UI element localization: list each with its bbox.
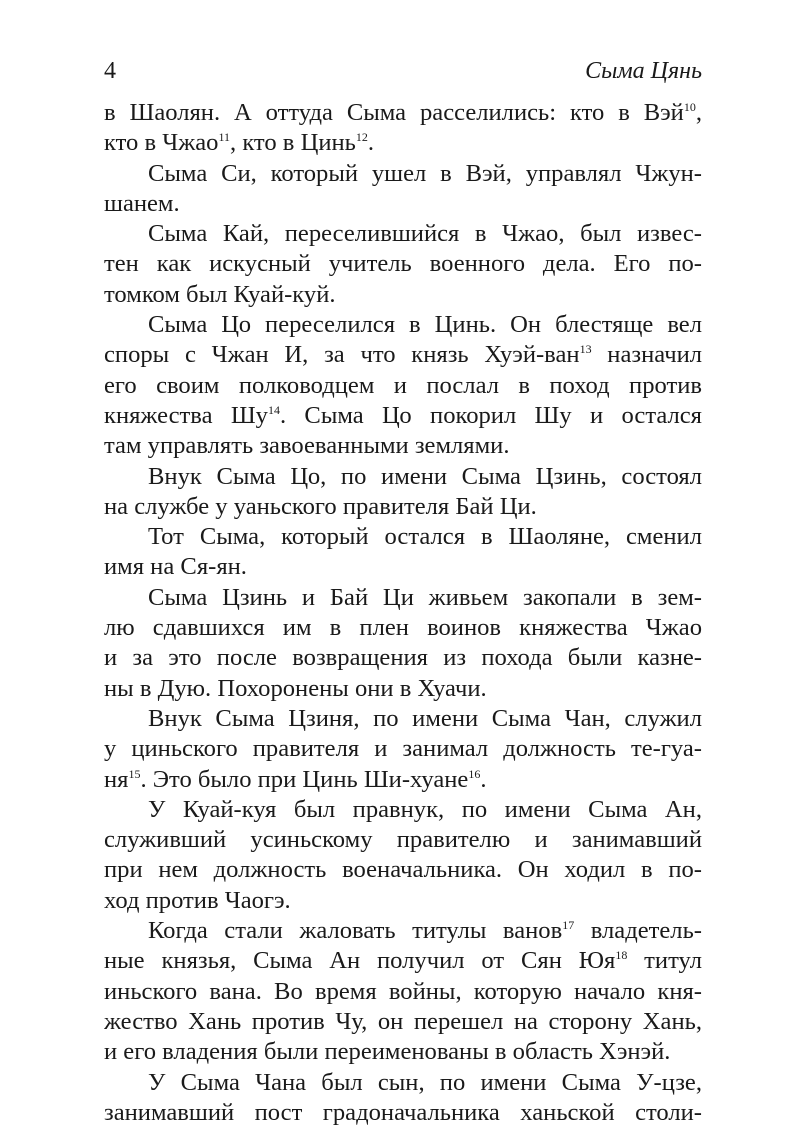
running-title: Сыма Цянь: [585, 58, 702, 84]
text-segment: . Это было при Цинь Ши-хуане: [140, 765, 469, 793]
text-segment: у циньского правителя и занимал должность те-гуа-: [104, 735, 702, 763]
text-segment: Сыма Цо переселился в Цинь. Он блестяще вел: [148, 311, 702, 339]
text-segment: .: [367, 129, 375, 157]
running-header: [104, 58, 702, 88]
text-line: [104, 401, 702, 431]
text-segment: тен как искусный учитель военного дела. Его по-: [104, 250, 702, 278]
body-text: [104, 98, 702, 1128]
text-segment: титул: [627, 947, 702, 975]
text-segment: томком был Куай-куй.: [104, 280, 336, 308]
text-segment: споры с Чжан И, за что князь Хуэй-ван: [104, 341, 580, 369]
text-line: [104, 704, 702, 734]
text-segment: .: [480, 765, 487, 793]
text-segment: иньского вана. Во время войны, которую начало кня-: [104, 977, 702, 1005]
text-segment: Сыма Цзинь и Бай Ци живьем закопали в зем-: [148, 583, 702, 611]
text-segment: и за это после возвращения из похода были казне-: [104, 644, 702, 672]
text-segment: . Сыма Цо покорил Шу и остался: [279, 401, 702, 429]
footnote-ref: 13: [579, 342, 592, 357]
text-line: [104, 855, 702, 885]
text-segment: владетель-: [574, 917, 702, 945]
text-line: [104, 795, 702, 825]
text-line: [104, 1098, 702, 1128]
text-line: [104, 249, 702, 279]
text-segment: имя на Ся-ян.: [104, 553, 247, 581]
footnote-ref: 12: [355, 130, 368, 145]
text-segment: Тот Сыма, который остался в Шаоляне, сменил: [148, 523, 702, 551]
text-segment: шанем.: [104, 189, 180, 217]
text-line: [104, 219, 702, 249]
text-line: [104, 643, 702, 673]
text-line: [104, 583, 702, 613]
text-line: [104, 340, 702, 370]
text-segment: жество Хань против Чу, он перешел на сторону Хань,: [104, 1007, 702, 1035]
text-line: [104, 98, 702, 128]
text-line: [104, 431, 702, 461]
text-segment: занимавший пост градоначальника ханьской столи-: [104, 1098, 702, 1126]
text-segment: на службе у уаньского правителя Бай Ци.: [104, 492, 537, 520]
text-segment: ня: [104, 765, 129, 793]
text-segment: ные князья, Сыма Ан получил от Сян Юя: [104, 947, 616, 975]
text-line: [104, 825, 702, 855]
footnote-ref: 10: [683, 100, 696, 114]
text-segment: ,: [695, 99, 702, 126]
text-segment: Внук Сыма Цо, по имени Сыма Цзинь, состоял: [148, 462, 702, 490]
text-line: [104, 371, 702, 401]
text-segment: Внук Сыма Цзиня, по имени Сыма Чан, служил: [148, 704, 702, 732]
text-segment: , кто в Цинь: [230, 129, 356, 157]
text-line: [104, 159, 702, 189]
text-line: [104, 1007, 702, 1037]
text-line: [104, 1037, 702, 1067]
text-line: [104, 189, 702, 219]
text-segment: лю сдавшихся им в плен воинов княжества Чжао: [104, 614, 702, 642]
text-line: [104, 552, 702, 582]
text-segment: княжества Шу: [104, 401, 268, 429]
text-segment: ход против Чаогэ.: [104, 886, 291, 914]
text-line: [104, 492, 702, 522]
footnote-ref: 18: [615, 948, 628, 963]
text-line: [104, 462, 702, 492]
text-line: [104, 310, 702, 340]
text-segment: и его владения были переименованы в область Хэнэй.: [104, 1038, 671, 1066]
text-segment: в Шаолян. А оттуда Сыма расселились: кто в Вэй: [104, 99, 684, 126]
text-line: [104, 734, 702, 764]
footnote-ref: 15: [128, 766, 141, 781]
page-number: 4: [104, 58, 116, 84]
footnote-ref: 11: [218, 130, 231, 145]
text-line: [104, 916, 702, 946]
text-line: [104, 946, 702, 976]
text-line: [104, 886, 702, 916]
text-segment: Сыма Кай, переселившийся в Чжао, был извес-: [148, 220, 702, 248]
text-line: [104, 977, 702, 1007]
text-segment: Сыма Си, который ушел в Вэй, управлял Чжун-: [148, 159, 702, 187]
text-segment: назначил: [591, 341, 702, 369]
text-segment: там управлять завоеванными землями.: [104, 432, 510, 460]
text-line: [104, 613, 702, 643]
footnote-ref: 14: [267, 402, 280, 417]
text-segment: У Сыма Чана был сын, по имени Сыма У-цзе,: [148, 1068, 702, 1096]
text-segment: при нем должность военачальника. Он ходил в по-: [104, 856, 702, 884]
text-segment: кто в Чжао: [104, 129, 219, 157]
text-line: [104, 765, 702, 795]
footnote-ref: 17: [562, 918, 575, 933]
footnote-ref: 16: [468, 766, 481, 781]
text-segment: У Куай-куя был правнук, по имени Сыма Ан,: [148, 795, 702, 823]
text-segment: ны в Дую. Похоронены они в Хуачи.: [104, 674, 487, 702]
text-line: [104, 674, 702, 704]
text-line: [104, 280, 702, 310]
text-line: [104, 128, 702, 158]
text-segment: Когда стали жаловать титулы ванов: [148, 917, 563, 945]
text-line: [104, 522, 702, 552]
text-segment: его своим полководцем и послал в поход против: [104, 371, 702, 399]
text-line: [104, 1068, 702, 1098]
text-segment: служивший усиньскому правителю и занимавший: [104, 826, 702, 854]
